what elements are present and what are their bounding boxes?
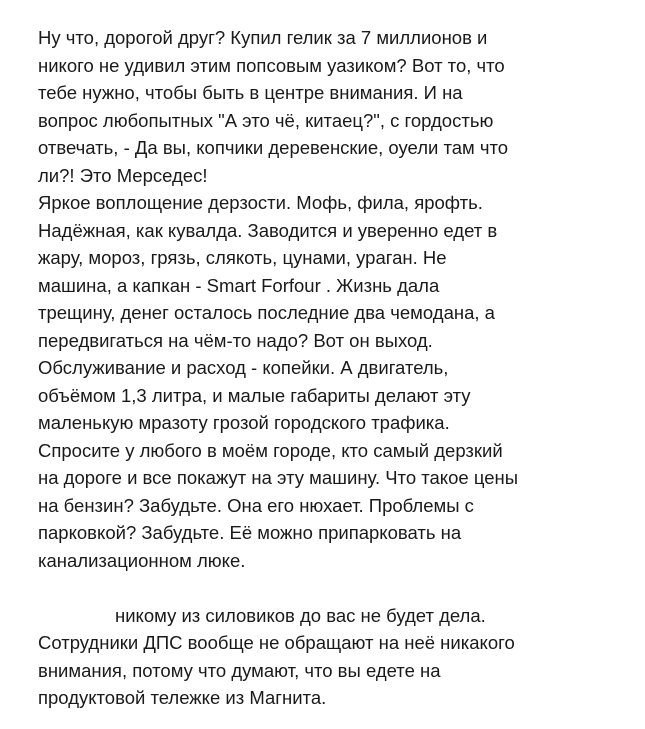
- text-line: Ну что, дорогой друг? Купил гелик за 7 миллионов и: [38, 27, 488, 48]
- text-line: трещину, денег осталось последние два чемодана, а: [38, 302, 495, 323]
- text-line: жару, мороз, грязь, слякоть, цунами, ураган. Не: [38, 247, 447, 268]
- text-line: канализационном люке.: [38, 549, 246, 571]
- text-line: объёмом 1,3 литра, и малые габариты делают эту: [38, 384, 471, 406]
- text-line: отвечать, - Да вы, копчики деревенские, оуели там что: [38, 137, 509, 158]
- text-line: Надёжная, как кувалда. Заводится и уверенно едет в: [38, 219, 498, 241]
- text-line: Сотрудники ДПС вообще не обращают на неё никакого: [38, 632, 515, 653]
- text-line: парковкой? Забудьте. Её можно припарковать на: [38, 522, 462, 543]
- text-line: Спросите у любого в моём городе, кто самый дерзкий: [38, 439, 503, 461]
- text-line: продуктовой тележке из Магнита.: [38, 687, 327, 708]
- text-line: на дороге и все покажут на эту машину. Что такое цены: [38, 467, 519, 488]
- text-line: на бензин? Забудьте. Она его нюхает. Проблемы с: [38, 494, 474, 516]
- text-line-indented: никому из силовиков до вас не будет дела.: [115, 604, 486, 626]
- text-line: тебе нужно, чтобы быть в центре внимания. И на: [38, 82, 463, 103]
- paragraph-gap: [38, 574, 628, 602]
- text-line: маленькую мразоту грозой городского трафика.: [38, 412, 450, 433]
- text-line: передвигаться на чём-то надо? Вот он выход.: [38, 329, 433, 351]
- text-line: Яркое воплощение дерзости. Мофь, фила, ярофть.: [38, 192, 483, 213]
- text-line: машина, а капкан - Smart Forfour . Жизнь дала: [38, 274, 440, 296]
- document-text: [38, 24, 628, 712]
- text-line: Обслуживание и расход - копейки. А двигатель,: [38, 357, 449, 378]
- text-line: внимания, потому что думают, что вы едете на: [38, 659, 441, 681]
- text-line: никого не удивил этим попсовым уазиком? Вот то, что: [38, 54, 505, 76]
- text-line: вопрос любопытных "А это чё, китаец?", с гордостью: [38, 109, 494, 131]
- text-line: ли?! Это Мерседес!: [38, 164, 208, 186]
